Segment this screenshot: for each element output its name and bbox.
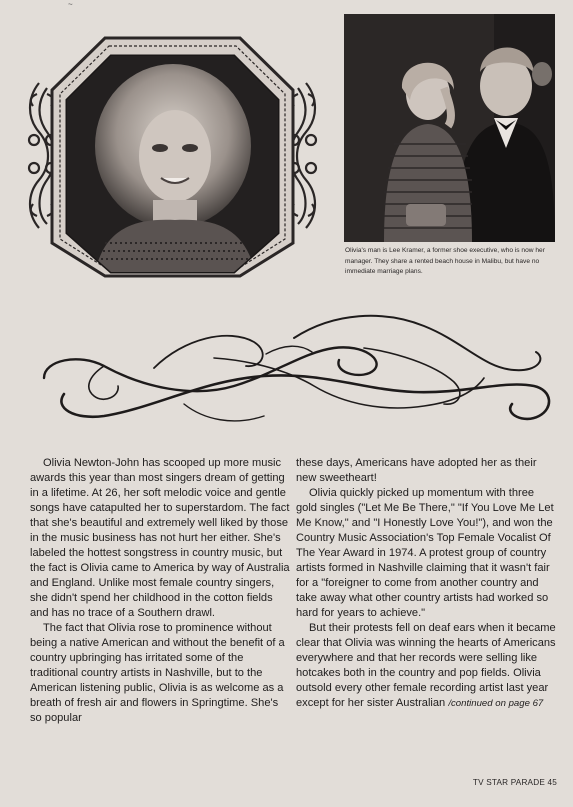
page-number: 45 (547, 778, 557, 787)
article-column-right (296, 456, 558, 711)
portrait-photo (67, 56, 278, 272)
article-paragraph: The fact that Olivia rose to prominence without being a native American and without the benefit of a country upbringing has irritated some of the traditional country artists in Nashville, but to the American listening public, Olivia is as welcome as a breath of fresh air and flowers in Springtime. She's so popular (30, 622, 285, 724)
article-paragraph: Olivia quickly picked up momentum with three gold singles ("Let Me Be There," "If You Love Me Let Me Know," and "I Honestly Love You!"), and won the Country Music Association's Top Female Vocalist Of The Year Award in 1974. A protest group of country artists formed in Nashville claiming that it wasn't fair for a "foreigner to come from another country and take away what other country artists had worked so hard for years to achieve." (296, 487, 554, 619)
article-paragraph-last (296, 621, 558, 711)
continued-on-page: /continued on page 67 (448, 698, 544, 709)
article-paragraph: these days, Americans have adopted her as their new sweetheart! (296, 457, 537, 484)
couple-photo (344, 14, 555, 242)
portrait-frame (25, 28, 320, 278)
photo-caption: Olivia's man is Lee Kramer, a former shoe executive, who is now her manager. They share a rented beach house in Malibu, but have no immediate marriage plans. (345, 247, 545, 276)
couple-photo-art (344, 14, 555, 242)
article-paragraph-text: But their protests fell on deaf ears when it became clear that Olivia was winning the hearts of Americans everywhere and that her records were selling like hotcakes both in the country and pop fields. Olivia outsold every other female recording artist last year except for her sister Australian (296, 622, 556, 709)
article-paragraph: Olivia Newton-John has scooped up more music awards this year than most singers dream of getting in a lifetime. At 26, her soft melodic voice and gentle songs have catapulted her to superstardom. The fact that she's beautiful and extremely well liked by those in the music business has not hurt her either. She's labeled the hottest songstress in country music, but the fact is Olivia came to America by way of Australia and England. Unlike most female country singers, she didn't spend her childhood in the cotton fields and has no trace of a Southern drawl. (30, 457, 290, 619)
top-mark: ~ (68, 0, 73, 9)
article-column-left (30, 456, 292, 726)
magazine-name: TV STAR PARADE (472, 778, 545, 787)
calligraphic-flourish (34, 308, 554, 438)
page-footer (473, 778, 557, 787)
